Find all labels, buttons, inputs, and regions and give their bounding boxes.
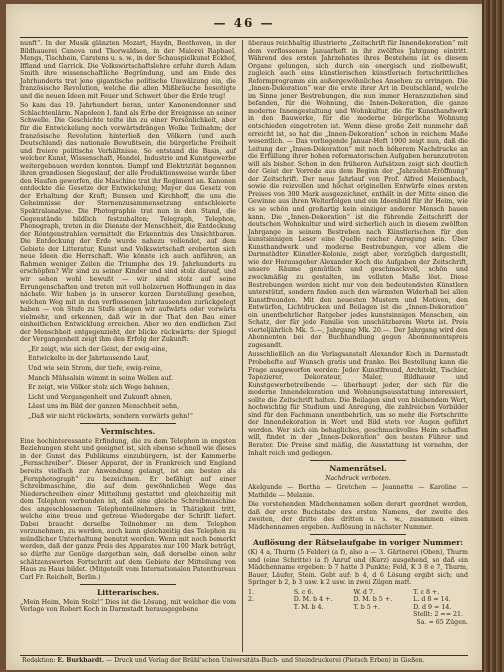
table-cell xyxy=(294,611,354,618)
vermischtes-paragraph: Eine hochinteressante Erfindung, die zu dem Telephon in engsten Beziehungen steht und geeignet ist, sich ebenso schnell wie dieses in der Gunst des Publikums einzubürgern, ist der Kammerbe „Fernschreiber“. Dieser Apparat, der in Frankreich und England bereits vielfach zur Anwendung gelangt, ist am besten als „Fernphotograph“ zu bezeichnen. Er befähigt auf einer Schreibmaschine, die auf dem gewöhnlichen Wege das Niederschreiben einer Mitteilung gestattet und gleichzeitig mit dem Telephon verbunden ist, daß eine gleiche Schreibmaschine des angeschlossenen Telephonteilnehmers in Thätigkeit tritt, welche eine treue und getreue Wiedergabe der Schrift liefert. Dabei braucht derselbe Teilnehmer an dem Telephon vorzunehmen, zu werden, auch kann gleichzeitig das Telephon zu mündlicher Unterhaltung benutzt werden. Wenn mit noch bemerkt werden, daß der ganze Preis des Apparates nur 100 Mark beträgt, so dürfte zur Genüge dargethan sein, daß derselbe einen sehr schätzenswerten Fortschritt auf dem Gebiete der Mitteilung von Haus zu Haus bildet. (Mitgeteilt vom Internationalen Patentbureau Carl Fr. Reichelt, Berlin.) xyxy=(20,437,236,581)
right-column xyxy=(248,40,468,627)
table-cell: T. c 8 +. xyxy=(413,588,440,596)
poem-line: „Daß wir nicht rückwärts, sondern vorwärts gehn!“ xyxy=(28,412,193,420)
poem-line: Er zeigt, wie Völker stolz sich Wege bahnen, xyxy=(28,384,170,392)
review-paragraph-1: überaus reichhaltig illustrierte „Zeitschrift für Innendekoration“ mit dem verflossenen Januarheft in ihr zwölftes Jahrgang eintritt. Während des ersten Jahrzehntes ihres Bestehens ist es diesem Organe gelungen, sich durch ein energisch und zielbewußt, zugleich auch eins künstlerischen künstlerisch fortschrittliches Reformprogramm ein außergewöhnliches Ansehen zu erringen. Die „Innen-Dekoration“ war die erste ihrer Art in Deutschland, welche im Sinne jener Bestrebungen, die nun immer Heranzuziehen sind befanden, für die Wohnung, die Innen-Dekoration, die ganze moderne Innengestaltung und Wohnkultur, die für Kunsthandwerk in den Bauwerke, für die moderne bürgerliche Wohnung entschieden eingetreten ist. Wenn diese große Zeit nunmehr daß erreicht ist, so hat die „Innen-Dekoration“ schon in reichem Maße wesentlich. — Das vorliegende Januar-Heft 1900 zeigt nun, daß die Leitung der „Innen-Dekoration“ mit noch höherem Nachdrucke an die Erfüllung ihrer hohen reformatorischen Aufgaben heranzutreten will als bisher. Schon in den früheren Aufsätzen zeigt sich deutlich der Geist der Vorrede aus dem Beginn der „Jahrzehnt-Eröffnung“ der Zeitschrift. Der neue Jahrlauf von Prof. Alfred Meisenbach, sowie die reizvollen und höchst originellen Entwürfe eines ersten Preises von 300 Mark ausgezeichnet, enthält in der Mitte einen die Gewinne aus ihren Welterfolgen und ein Ideenbild für ihr Heim, wie es so schön und großartig kein einziger anderer Mensch bauen kann. Die „Innen-Dekoration“ ist die führende Zeitschrift der deutschen Wohnkultur und wird sicherlich auch in diesem zwölften Jahrgange in seinem Bestreben nach Künstlerischen für den kunstsinnigen Leser eine Quelle reicher Anregung sein. Über Kunsthandwerk und moderne Bestrebungen, vor allem die Darmstädter Künstler-Kolonie, zeigt aber, vorzüglich dargestellt, wie der Herausgeber Alexander Koch die Aufgaben der Zeitschrift, unsere Räume gemütlich und geschmackvoll, schön und zweckmäßig zu gestalten, im vollsten Maße löst. Diese Bestrebungen werden nicht nur von den bedeutendsten Künstlern unterstützt, sondern finden auch den wärmsten Widerhall bei allen Kunstfreunden. Mit den neuesten Mustern und Motiven, den Entwürfen, Lichtdrucken und Beilagen ist die „Innen-Dekoration“ ein unentbehrlicher Ratgeber jedes kunstsinnigen Menschen, ein Schatz, der für jede Familie von unschätzbarem Werte ist. Preis vierteljährlich Mk. 5.—, Jahrgang Mk. 20.—. Der Jahrgang wird den Abonnenten bei der Buchhandlung gegen Abonnementspreis zugesandt. xyxy=(248,40,468,349)
history-paragraph-1: nunft“. In der Musik glänzten Mozart, Haydn, Beethoven, in der Bildhauerei Canova und Thorwaldsen, in der Malerei Raphael, Mengs, Tischbein, Carstens u. s. w., in der Schauspielkunst Eckhof, Iffland und Garrick. Die Volkswirtschaftslehre erfuhr durch Adam Smith ihre wissenschaftliche Begründung, und am Ende des Jahrhunderts trat jene gigantische politische Umwälzung ein, die französische Revolution, welche die allen Mißbräuche beseitigte und die neuen Ideen mit Feuer und Schwert über die Erde trug! xyxy=(20,40,236,100)
table-row xyxy=(248,596,468,603)
section-divider xyxy=(80,584,175,585)
review-paragraph-2: Ausschließlich an die Verlagsanstalt Alexander Koch in Darmstadt Probehefte auf Wunsch gratis und franko. Bei Bestellung kann die Frage ausgeworfen werden: Jeder Kunstfreund, Architekt, Tischler, Tapezierer, Dekorateur, Maler, Bildhauer und Kunstgewerbetreibende — überhaupt jeder, der sich für die moderne Innendekoration und Wohnungsausstattung interessiert, sollte die Zeitschrift halten. Die Beilagen sind von bleibendem Wert, hochwichtig für Studium und Anregung, die zahlreichen Vorbilder sind für den Fachmann unentbehrlich, um so mehr die Fortschritte der Innendekoration in Wort und Bild stets vor Augen geführt werden. Wer sich ein behagliches, geschmackvolles Heim schaffen will, findet in der „Innen-Dekoration“ den besten Führer und Berater. Die Preise sind mäßig, die Ausstattung ist vornehm, der Inhalt reich und gediegen. xyxy=(248,351,468,457)
printer-credit: — Druck und Verlag der Brühl’schen Universitäts-Buch- und Steindruckerei (Pietsch Erben) in Gießen. xyxy=(106,657,425,664)
page-number: — 46 — xyxy=(213,16,275,30)
riddle-words: Akelgunde — Bertha — Gretchen — Jeannette — Karoline — Mathilde — Melanie. xyxy=(248,484,468,499)
poem-line: Lässt uns im Bild der ganzen Menschheit sehn, xyxy=(28,403,180,411)
solution-credit: Sa. = 65 Zügen. xyxy=(416,619,468,627)
table-cell: D. M. b 5 +. xyxy=(353,596,393,604)
table-cell: 2. xyxy=(248,596,255,604)
solution-table xyxy=(248,589,468,619)
table-cell xyxy=(248,604,294,611)
table-cell: D. M. b 4 +. xyxy=(293,596,333,604)
editor-name: E. Burkhardt. xyxy=(57,657,105,664)
poem-line: Manch Mühsalsin wimmt in seine Wellen auf. xyxy=(28,374,173,382)
riddle-text: Die vorstehenden Mädchennamen sollen derart geordnet werden, daß der erste Buchstabe des ersten Namens, der zweite des zweiten, der dritte des dritten u. s. w., zusammen einen Mädchennamen ergeben. Auflösung in nächster Nummer. xyxy=(248,501,468,531)
poem-line: Entwickelte in der Jahrtausende Lauf, xyxy=(28,355,150,363)
imprint xyxy=(22,657,466,664)
table-row xyxy=(248,604,468,611)
poem xyxy=(20,346,236,420)
table-cell xyxy=(353,611,413,618)
table-cell: S. c 6. xyxy=(293,588,314,596)
left-column xyxy=(20,40,236,616)
table-cell: L. d 8 = 14. xyxy=(413,596,451,604)
table-row xyxy=(248,611,468,618)
book-page-edge xyxy=(482,0,504,672)
section-heading-litterarisches: Litterarisches. xyxy=(96,588,160,598)
editor-label: Redaktion: xyxy=(22,657,56,664)
litterarisches-paragraph: „Mein Heim, Mein Stolz!“ Dies ist die Lösung, mit welcher die vom Verlage von Robert Koch in Darmstadt herausgegebene xyxy=(20,598,236,614)
riddle-subtitle: Nachdruck verboten. xyxy=(325,474,391,482)
header-rule xyxy=(20,37,468,38)
section-heading-vermischtes: Vermischtes. xyxy=(100,427,156,437)
newspaper-page xyxy=(6,4,482,670)
table-cell: Stellt: 2 == 21. xyxy=(413,610,463,618)
column-divider xyxy=(242,40,243,652)
table-cell xyxy=(248,611,294,618)
poem-line: Licht und Vergangenheit und Zukunft ahnen, xyxy=(28,393,173,401)
footer-rule xyxy=(20,655,468,656)
table-cell: T. b 5 +. xyxy=(353,603,381,611)
poem-line: Und wie sein Strom, der tiefe, ewig-reine, xyxy=(28,364,163,372)
table-cell: 1. xyxy=(248,588,255,596)
table-cell: D. d 9 = 14. xyxy=(413,603,452,611)
table-cell: T. M. b 4. xyxy=(293,603,324,611)
solution-heading: Auflösung der Rätselaufgabe in voriger Nummer: xyxy=(252,538,464,548)
section-divider xyxy=(310,534,407,535)
section-divider xyxy=(80,423,175,424)
solution-text: (K) 4 a, Thurm (5 Felder) (a f), also a — 3. Gärtnerei (Oben), Thurm und (eine Schritte) (a f) Anruf und (Kurz) ausgehend, so daß ein Mädchenname ergeben: b 7 hatte 3 Punkte; Feld, K 3 8 e 7, Thurm, Bauer, Läufer, Stein. Gebt auf: b 4, d 6 Lösung ergibt sich; und Springer b 2, b 3 usw. k 2 usw. in zwei Zügen matt. xyxy=(248,549,468,587)
table-cell: W. d 7. xyxy=(353,588,375,596)
section-divider xyxy=(310,460,407,461)
riddle-heading: Namenrätsel. xyxy=(329,464,387,474)
poem-line: „Er zeigt, wie sich der Geist, der ewig-eine, xyxy=(28,345,168,353)
history-paragraph-2: So kam das 19. Jahrhundert heran, unter Kanonendonner und Schlachtenlärm. Napoleon I. fand als Erbe der Ereignisse an seiner Schwelle. Die Geschichte teilte ihn zu einer Persönlichkeit, aber für die Entwickelung noch vorwärtsdrängen Wolke Teilnahm; der französische Revolution hinterließ den Völkern (und auch Deutschland) das nationale Bewußtsein, die bürgerliche Freiheit und freiere politische Verhältnisse. So entstand die Basis, auf welcher Kunst, Wissenschaft, Handel, Industrie und Kunstgewerbe weitergebauen werden konnten. Dampf und Elektrizität begannen ihren grandiosen Siegeslauf, der alle Produktionsweise wurde über den Haufen geworfen, die Maschine trat ihr Regiment an. Kanonen entdeckte die Gesetze der Entwickelung; Mayer das Gesetz von der Erhaltung der Kraft; Bunsen und Kirchhoff, die uns die Geheimnisse der Sternenzusammensetzung entschleierte Spektralanalyse. Die Photographie trat nun in den Stand, die Gegenstände bildlich festzuhalten; Telegraph, Telephon, Phonograph, treten in die Dienste der Menschheit, die Entdeckung der Röntgenstrahlen vermittelt die Erkenntnis des Unsichtbaren. Die Entdeckung der Erde wurde nahezu vollendet, auf dem Gebiete der Litteratur, Kunst und Volkswirtschaft eroberten sich neue Ideen die Herrschaft. Wie könnte ich auch anführen, an Rahmen weniger Zeilen die Triumphe des 19. Jahrhunderts zu erschöpfen? Wir sind zu seiner Kinder und sind stolz darauf, und wir sehen wohl bewußt — wir sind stolz auf seine Errungenschaften und treten mit voll holzernen Hoffnungen in das nächste. Wir haben ja in unserer kurzen Darstellung gesehen, welchen Weg mit in den verflossenen Jahrtausenden zurückgelegt haben — von Stufe zu Stufe stiegen wir aufwärts oder vorwärts vielmehr, und erkennen, daß wir in der That den Bau einer einheitlichen Entwicklung erreichen. Aber wo den endlichen Ziel der Menschheit entgegenzieht, der blicke rückwärts: der Spiegel der Vergangenheit zeigt ihm den Erfolg der Zukunft: xyxy=(20,102,236,344)
table-row xyxy=(248,589,468,596)
